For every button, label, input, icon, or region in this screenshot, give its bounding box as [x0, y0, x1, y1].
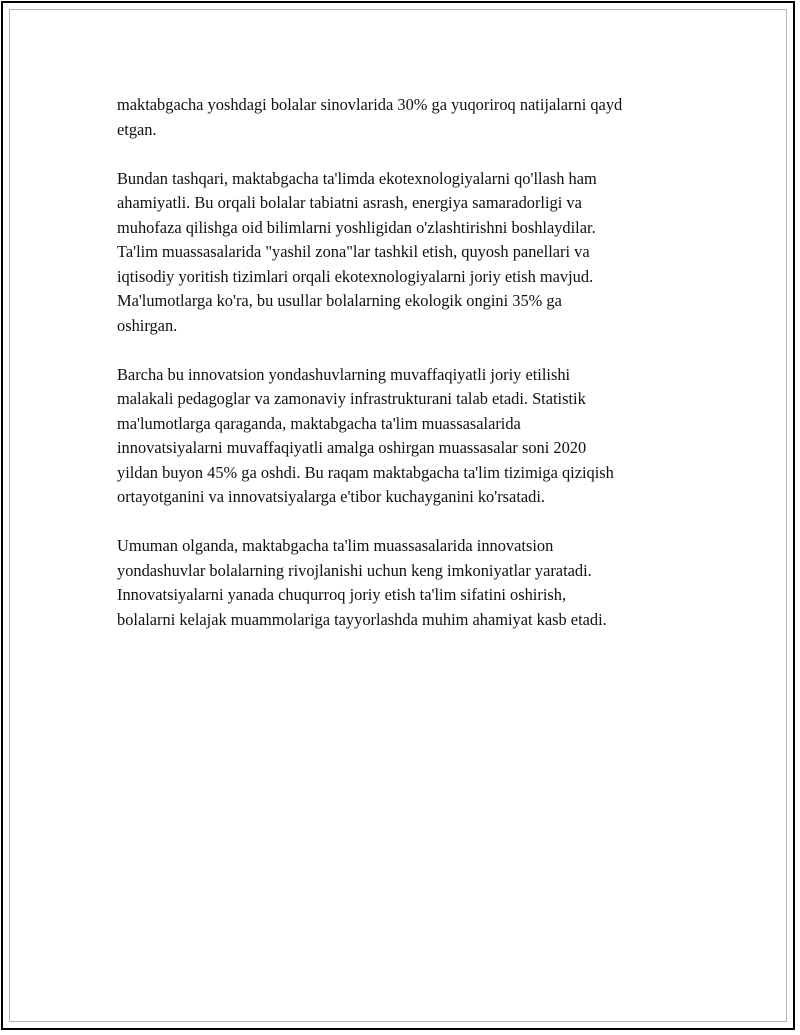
text-line: yildan buyon 45% ga oshdi. Bu raqam maktabgacha ta'lim tizimiga qiziqish	[117, 462, 614, 482]
paragraph-1	[117, 93, 717, 142]
text-line: innovatsiyalarni muvaffaqiyatli amalga oshirgan muassasalar soni 2020	[117, 438, 587, 457]
text-line: Innovatsiyalarni yanada chuqurroq joriy etish ta'lim sifatini oshirish,	[117, 585, 567, 604]
paragraph-4	[117, 534, 717, 632]
text-line: Bundan tashqari, maktabgacha ta'limda ekotexnologiyalarni qo'llash ham	[117, 168, 597, 188]
text-line: ortayotganini va innovatsiyalarga e'tibor kuchayganini ko'rsatadi.	[117, 487, 545, 506]
text-line: bolalarni kelajak muammolariga tayyorlashda muhim ahamiyat kasb etadi.	[117, 609, 607, 629]
text-line: ma'lumotlarga qaraganda, maktabgacha ta'lim muassasalarida	[117, 413, 521, 433]
text-line: ahamiyatli. Bu orqali bolalar tabiatni asrash, energiya samaradorligi va	[117, 193, 582, 212]
paragraph-3	[117, 363, 717, 510]
document-body	[117, 93, 717, 657]
text-line: muhofaza qilishga oid bilimlarni yoshligidan o'zlashtirishni boshlaydilar.	[117, 217, 596, 237]
text-line: iqtisodiy yoritish tizimlari orqali ekotexnologiyalarni joriy etish mavjud.	[117, 266, 594, 286]
text-line: maktabgacha yoshdagi bolalar sinovlarida 30% ga yuqoriroq natijalarni qayd	[117, 95, 623, 114]
text-line: Ta'lim muassasalarida "yashil zona"lar tashkil etish, quyosh panellari va	[117, 242, 590, 261]
text-line: Umuman olganda, maktabgacha ta'lim muassasalarida innovatsion	[117, 536, 554, 555]
text-line: Ma'lumotlarga ko'ra, bu usullar bolalarning ekologik ongini 35% ga	[117, 291, 562, 310]
text-line: malakali pedagoglar va zamonaviy infrastrukturani talab etadi. Statistik	[117, 389, 586, 408]
text-line: Barcha bu innovatsion yondashuvlarning muvaffaqiyatli joriy etilishi	[117, 364, 571, 384]
text-line: yondashuvlar bolalarning rivojlanishi uchun keng imkoniyatlar yaratadi.	[117, 560, 592, 580]
paragraph-2	[117, 167, 717, 339]
text-line: oshirgan.	[117, 315, 178, 335]
text-line: etgan.	[117, 119, 157, 139]
